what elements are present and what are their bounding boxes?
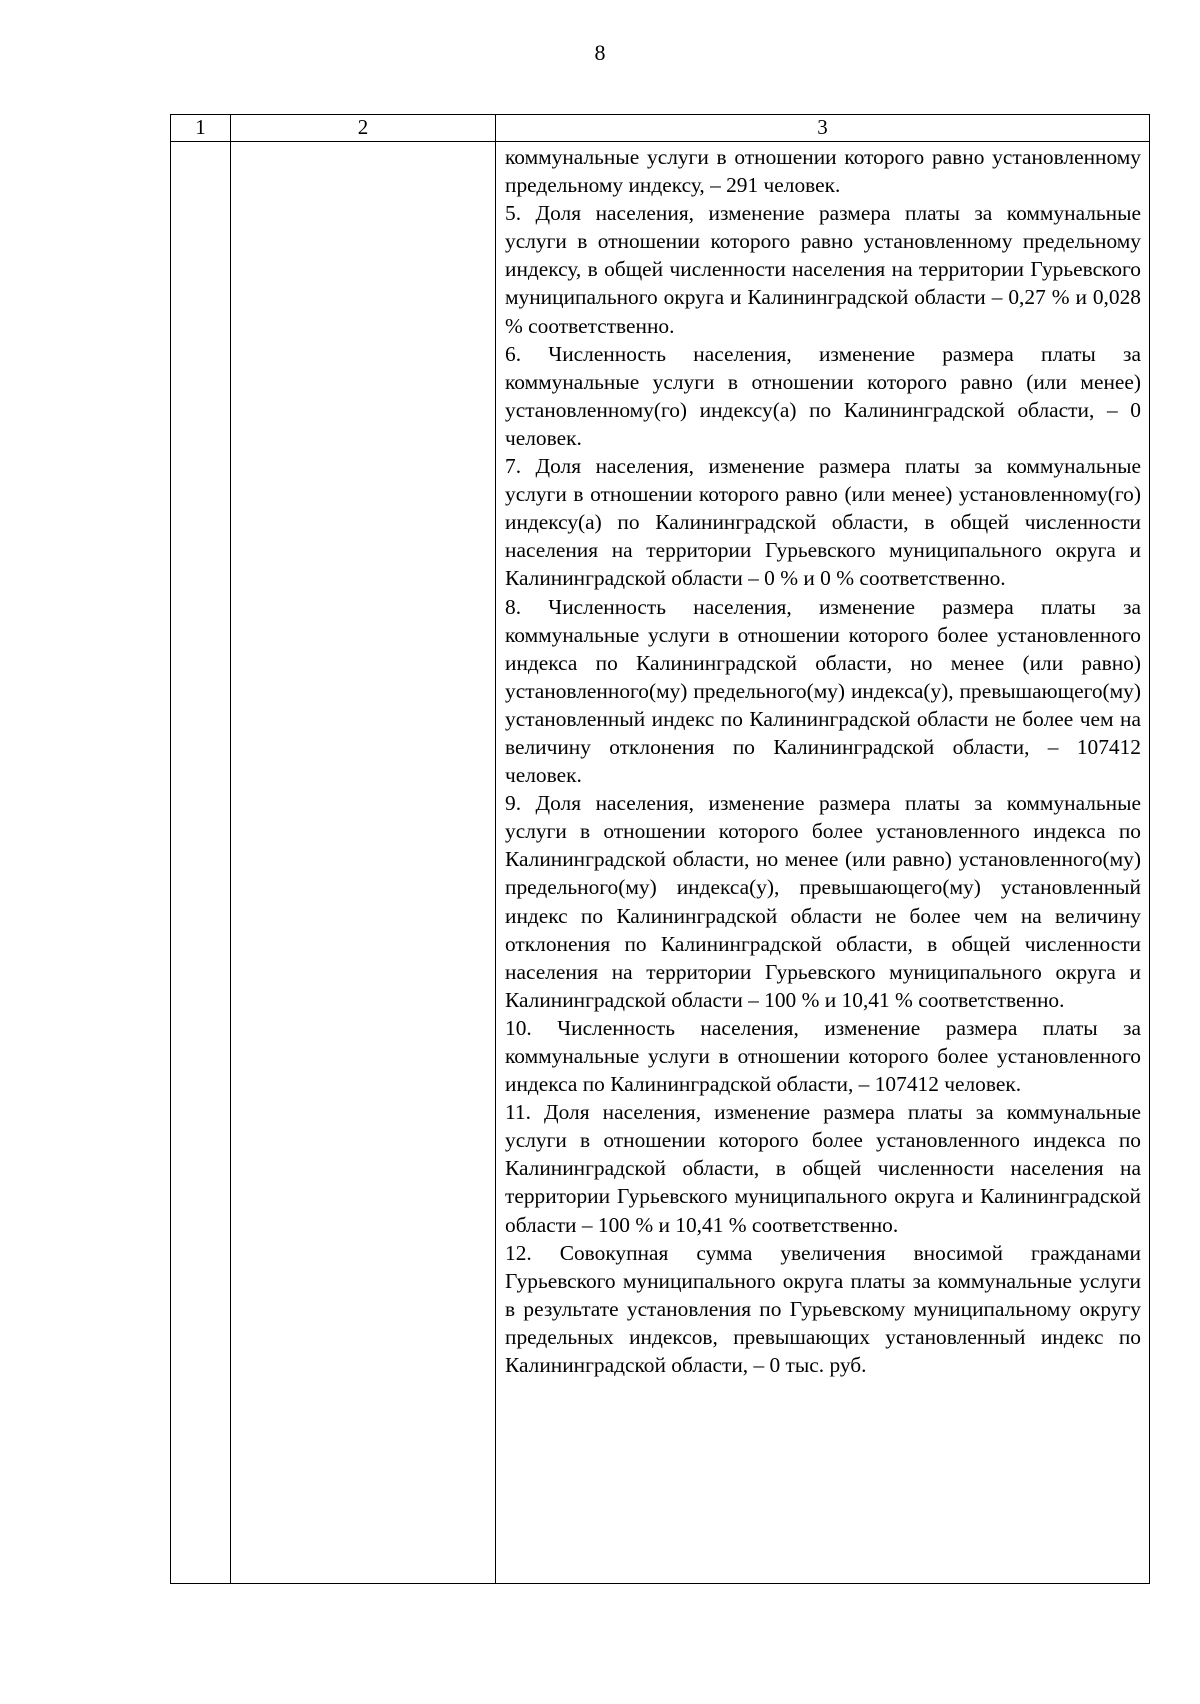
paragraph-item-5: 5. Доля населения, изменение размера платы за коммунальные услуги в отношении которого равно установленному предельному индексу, в общей численности населения на территории Гурьевского муниципального округа и Калининградской области – 0,27 % и 0,028 % соответственно. (505, 201, 1141, 338)
cell-column-3 (496, 142, 1150, 1584)
paragraph-item-12: 12. Совокупная сумма увеличения вносимой гражданами Гурьевского муниципального округа платы за коммунальные услуги в результате установления по Гурьевскому муниципальному округу предельных индексов, превышающих установленный индекс по Калининградской области, – 0 тыс. руб. (505, 1240, 1141, 1378)
paragraph-continuation-item-4: коммунальные услуги в отношении которого равно установленному предельному индексу, – 291 человек. (505, 145, 1141, 198)
column-header-1: 1 (171, 115, 231, 142)
paragraph-item-11: 11. Доля населения, изменение размера платы за коммунальные услуги в отношении которого более установленного индекса по Калининградской области, в общей численности населения на территории Гурьевского муниципального округа и Калининградской области – 100 % и 10,41 % соответственно. (505, 1100, 1141, 1237)
column-header-2: 2 (231, 115, 496, 142)
cell-column-2 (231, 142, 496, 1584)
paragraph-item-9: 9. Доля населения, изменение размера платы за коммунальные услуги в отношении которого более установленного индекса по Калининградской области, но менее (или равно) установленного(му) предельного(му) индекса(у), превышающего(му) установленный индекс по Калининградской области не более чем на величину отклонения по Калининградской области, в общей численности населения на территории Гурьевского муниципального округа и Калининградской области – 100 % и 10,41 % соответственно. (505, 791, 1141, 1012)
paragraph-item-7: 7. Доля населения, изменение размера платы за коммунальные услуги в отношении которого равно (или менее) установленному(го) индексу(а) по Калининградской области, в общей численности населения на территории Гурьевского муниципального округа и Калининградской области – 0 % и 0 % соответственно. (505, 454, 1141, 591)
table-header-row (171, 115, 1150, 142)
cell-column-1 (171, 142, 231, 1584)
paragraph-item-10: 10. Численность населения, изменение размера платы за коммунальные услуги в отношении которого более установленного индекса по Калининградской области, – 107412 человек. (505, 1015, 1141, 1097)
paragraph-item-6: 6. Численность населения, изменение размера платы за коммунальные услуги в отношении которого равно (или менее) установленному(го) индексу(а) по Калининградской области, – 0 человек. (505, 341, 1141, 450)
column-header-3: 3 (496, 115, 1150, 142)
table-row (171, 142, 1150, 1584)
page-number: 8 (594, 40, 606, 65)
paragraph-item-8: 8. Численность населения, изменение размера платы за коммунальные услуги в отношении которого более установленного индекса по Калининградской области, но менее (или равно) установленного(му) предельного(му) индекса(у), превышающего(му) установленный индекс по Калининградской области не более чем на величину отклонения по Калининградской области, – 107412 человек. (505, 594, 1141, 788)
document-table (170, 114, 1150, 1584)
